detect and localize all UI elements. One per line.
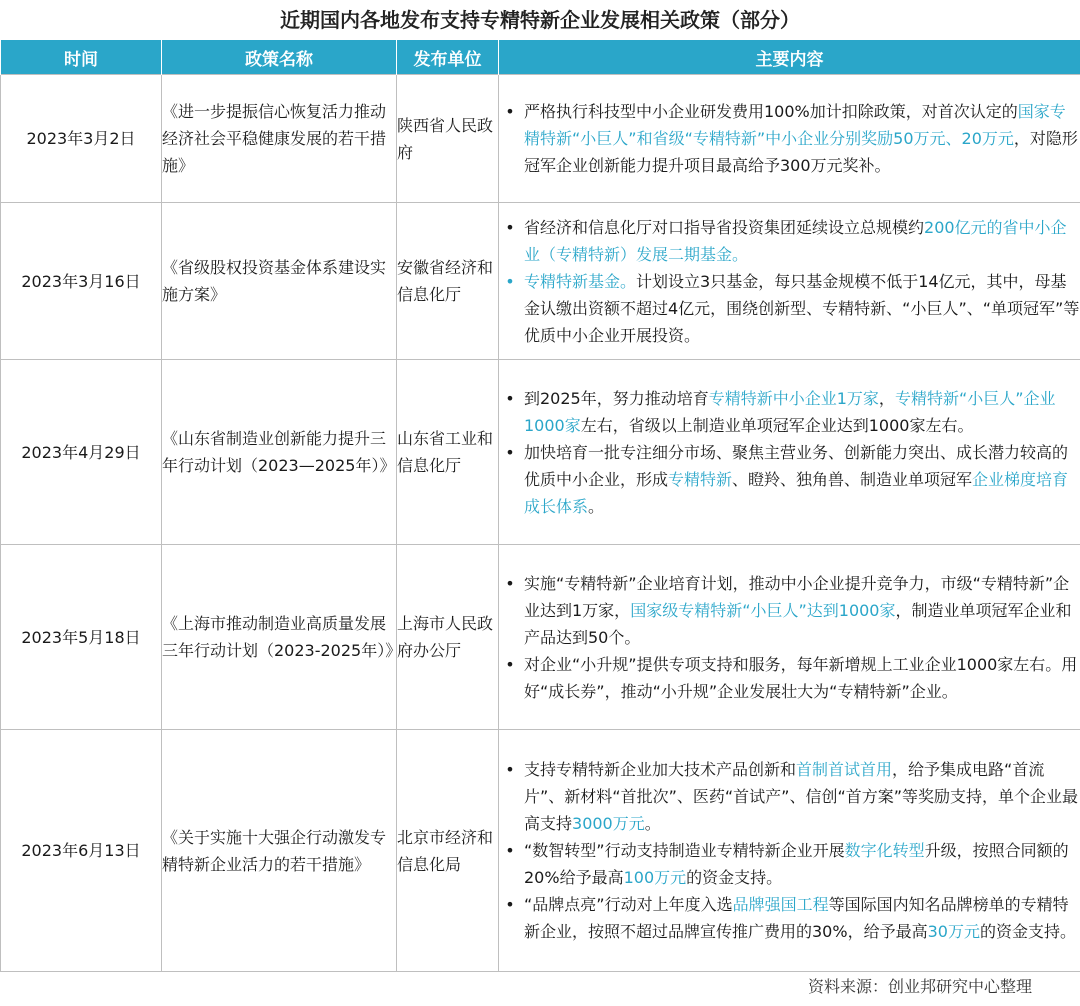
cell-date: 2023年3月16日: [1, 203, 162, 360]
bullet-list: [499, 756, 1080, 945]
bullet-item: [499, 756, 1080, 837]
cell-issuer: 北京市经济和信息化局: [397, 730, 499, 972]
bullet-item: [499, 385, 1080, 439]
cell-issuer: 安徽省经济和信息化厅: [397, 203, 499, 360]
content-text: 到2025年，努力推动培育: [524, 388, 709, 408]
bullet-list: [499, 385, 1080, 520]
cell-content: [499, 75, 1080, 203]
content-text: ，给予集成电路“首流片”、新材料“首批次”、医药“首试产”、信创“首方案”等奖励支持，单个企业最高支持: [524, 760, 1079, 833]
source-note: 资料来源：创业邦研究中心整理: [807, 977, 1032, 996]
highlighted-text: 200亿元的省中小企业（专精特新）发展二期基金。: [524, 217, 1067, 264]
highlighted-text: 数字化转型: [844, 841, 925, 860]
bullet-dot-icon: •: [505, 271, 515, 291]
cell-date: 2023年3月2日: [1, 75, 162, 203]
bullet-item: [499, 214, 1080, 268]
content-text: 左右，省级以上制造业单项冠军企业达到1000家左右。: [580, 415, 974, 435]
highlighted-text: 企业梯度培育成长体系: [524, 469, 1069, 516]
highlighted-text: 3000万元: [572, 814, 645, 833]
cell-policy-name: 《山东省制造业创新能力提升三年行动计划（2023—2025年）》: [162, 360, 397, 545]
bullet-item: [499, 439, 1080, 520]
table-title: 近期国内各地发布支持专精特新企业发展相关政策（部分）: [280, 8, 800, 32]
cell-date: 2023年5月18日: [1, 545, 162, 730]
cell-policy-name: 《进一步提振信心恢复活力推动经济社会平稳健康发展的若干措施》: [162, 75, 397, 203]
bullet-dot-icon: •: [505, 841, 515, 860]
highlighted-text: 专精特新中小企业1万家: [708, 388, 879, 408]
content-text: “数智转型”行动支持制造业专精特新企业开展: [524, 841, 845, 860]
header-time: 时间: [1, 40, 162, 75]
bullet-dot-icon: •: [505, 102, 515, 121]
content-text: 加快培育一批专注细分市场、聚焦主营业务、创新能力突出、成长潜力较高的优质中小企业，形成: [524, 442, 1069, 489]
content-text: ，对隐形冠军企业创新能力提升项目最高给予300万元奖补。: [524, 129, 1078, 175]
highlighted-text: 首制首试首用: [796, 760, 893, 779]
table-row: [1, 730, 1080, 972]
content-text: 对企业“小升规”提供专项支持和服务，每年新增规上工业企业1000家左右。用好“成长券”，推动“小升规”企业发展壮大为“专精特新”企业。: [524, 654, 1078, 701]
cell-policy-name: 《上海市推动制造业高质量发展三年行动计划（2023-2025年）》: [162, 545, 397, 730]
table-row: [1, 360, 1080, 545]
content-text: 。: [644, 814, 661, 833]
content-text: 的资金支持。: [686, 868, 783, 887]
content-text: 等国际国内知名品牌榜单的专精特新企业，按照不超过品牌宣传推广费用的30%，给予最高: [524, 895, 1069, 941]
content-text: 严格执行科技型中小企业研发费用100%加计扣除政策，对首次认定的: [524, 102, 1018, 121]
content-text: 计划设立3只基金，每只基金规模不低于14亿元，其中，母基金认缴出资额不超过4亿元，围绕创新型、专精特新、“小巨人”、“单项冠军”等优质中小企业开展投资。: [524, 271, 1080, 345]
highlighted-text: 品牌强国工程: [732, 895, 829, 914]
cell-issuer: 陕西省人民政府: [397, 75, 499, 203]
bullet-dot-icon: •: [505, 442, 515, 462]
bullet-list: [499, 570, 1080, 705]
content-text: “品牌点亮”行动对上年度入选: [524, 895, 733, 914]
content-text: ，: [878, 388, 895, 408]
highlighted-text: 国家专精特新“小巨人”和省级“专精特新”中小企业分别奖励50万元、20万元: [524, 102, 1066, 148]
cell-policy-name: 《关于实施十大强企行动激发专精特新企业活力的若干措施》: [162, 730, 397, 972]
bullet-dot-icon: •: [505, 217, 515, 237]
content-text: 支持专精特新企业加大技术产品创新和: [524, 760, 797, 779]
table-row: [1, 545, 1080, 730]
content-text: 升级，按照合同额的20%给予最高: [524, 841, 1069, 887]
highlighted-text: 专精特新“小巨人”企业1000家: [524, 388, 1056, 435]
cell-issuer: 山东省工业和信息化厅: [397, 360, 499, 545]
bullet-dot-icon: •: [505, 760, 515, 779]
content-text: 省经济和信息化厅对口指导省投资集团延续设立总规模约: [524, 217, 925, 237]
cell-date: 2023年4月29日: [1, 360, 162, 545]
cell-content: [499, 203, 1080, 360]
bullet-item: [499, 651, 1080, 705]
content-text: ，制造业单项冠军企业和产品达到50个。: [524, 600, 1072, 647]
bullet-list: [499, 98, 1080, 179]
policy-table-body: [1, 75, 1080, 972]
cell-policy-name: 《省级股权投资基金体系建设实施方案》: [162, 203, 397, 360]
bullet-item: [499, 98, 1080, 179]
header-policy-name: 政策名称: [162, 40, 397, 75]
bullet-dot-icon: •: [505, 388, 515, 408]
table-row: [1, 75, 1080, 203]
table-row: [1, 203, 1080, 360]
bullet-list: [499, 214, 1080, 349]
highlighted-text: 国家级专精特新“小巨人”达到1000家: [630, 600, 896, 620]
content-text: 实施“专精特新”企业培育计划，推动中小企业提升竞争力，市级“专精特新”企业达到1万家，: [524, 573, 1070, 620]
bullet-item: [499, 268, 1080, 349]
highlighted-text: 专精特新: [668, 469, 733, 489]
bullet-dot-icon: •: [505, 654, 515, 674]
header-issuer: 发布单位: [397, 40, 499, 75]
content-text: 。: [588, 496, 605, 516]
bullet-dot-icon: •: [505, 895, 515, 914]
highlighted-text: 30万元: [927, 922, 980, 941]
cell-content: [499, 360, 1080, 545]
content-text: 、瞪羚、独角兽、制造业单项冠军: [732, 469, 973, 489]
cell-date: 2023年6月13日: [1, 730, 162, 972]
header-content: 主要内容: [499, 40, 1080, 75]
highlighted-text: 专精特新基金。: [524, 271, 637, 291]
bullet-item: [499, 891, 1080, 945]
content-text: 的资金支持。: [979, 922, 1076, 941]
bullet-dot-icon: •: [505, 573, 515, 593]
cell-content: [499, 545, 1080, 730]
highlighted-text: 100万元: [623, 868, 687, 887]
cell-issuer: 上海市人民政府办公厅: [397, 545, 499, 730]
bullet-item: [499, 837, 1080, 891]
policy-table: [0, 40, 1080, 972]
cell-content: [499, 730, 1080, 972]
bullet-item: [499, 570, 1080, 651]
header-row: [1, 40, 1080, 75]
